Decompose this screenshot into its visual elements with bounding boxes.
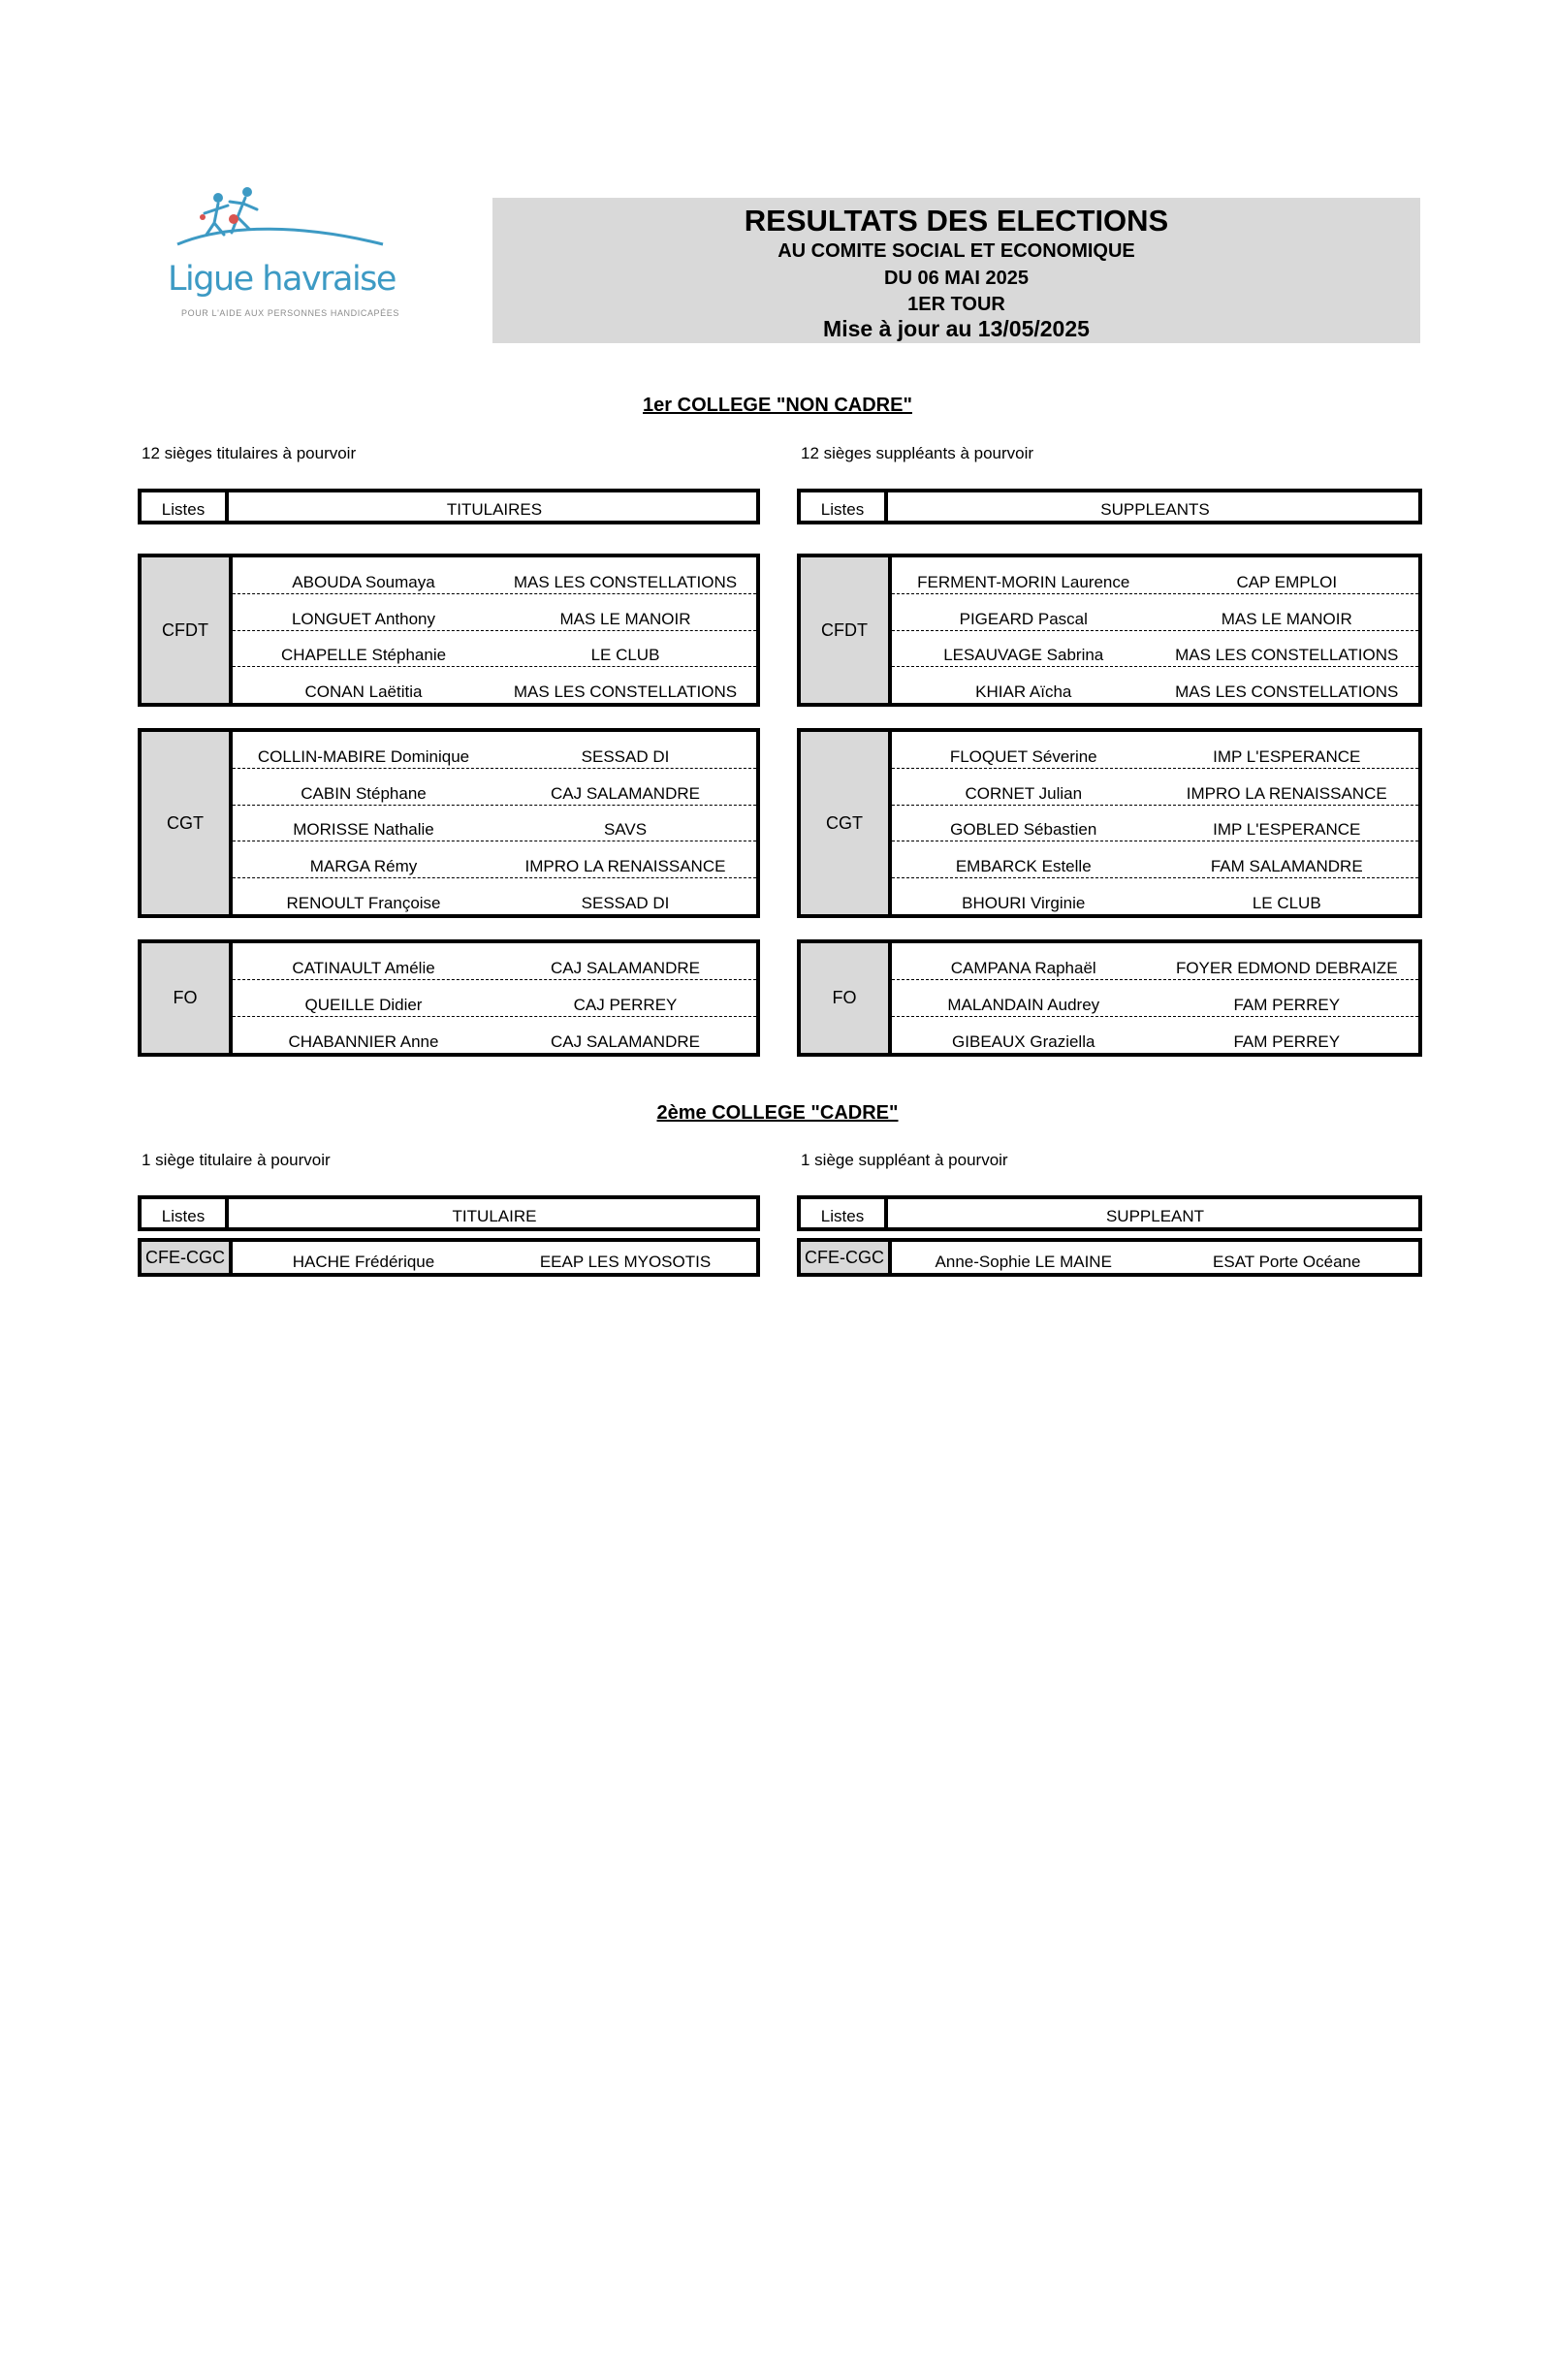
candidate-site: CAJ PERREY bbox=[573, 996, 678, 1014]
union-group-cfe-cgc bbox=[797, 1238, 1422, 1277]
union-label: CFDT bbox=[801, 557, 892, 703]
candidate-site: CAJ SALAMANDRE bbox=[551, 959, 700, 977]
candidate-name: CATINAULT Amélie bbox=[292, 959, 435, 977]
union-label: CFE-CGC bbox=[142, 1242, 233, 1273]
title-box bbox=[492, 198, 1420, 343]
candidate-name: QUEILLE Didier bbox=[304, 996, 423, 1014]
titulaires-header bbox=[138, 489, 760, 524]
union-label: CFDT bbox=[142, 557, 233, 703]
table-row bbox=[892, 1017, 1418, 1053]
candidate-site: CAJ SALAMANDRE bbox=[551, 1032, 700, 1051]
candidate-name: CABIN Stéphane bbox=[301, 783, 427, 803]
ligue-havraise-logo bbox=[160, 184, 412, 325]
header-listes: Listes bbox=[801, 1199, 888, 1227]
header-titulaires: TITULAIRES bbox=[446, 499, 543, 519]
table-row bbox=[233, 594, 756, 631]
candidate-site: LE CLUB bbox=[590, 646, 660, 665]
table-row bbox=[892, 806, 1418, 842]
college-2-title-text: 2ème COLLEGE "CADRE" bbox=[656, 1102, 899, 1124]
header-titulaire: TITULAIRE bbox=[452, 1206, 537, 1225]
candidate-site: SAVS bbox=[603, 820, 648, 840]
college-1-title bbox=[0, 395, 1555, 417]
table-row bbox=[892, 943, 1418, 980]
table-row bbox=[233, 806, 756, 842]
candidate-site: IMPRO LA RENAISSANCE bbox=[524, 857, 726, 876]
candidate-site: MAS LE MANOIR bbox=[1221, 609, 1352, 628]
candidate-name: EMBARCK Estelle bbox=[955, 857, 1092, 876]
table-row bbox=[233, 1242, 756, 1273]
union-label: CGT bbox=[801, 732, 892, 914]
candidate-site: IMPRO LA RENAISSANCE bbox=[1186, 783, 1387, 803]
union-group-fo bbox=[797, 939, 1422, 1057]
candidate-name: CAMPANA Raphaël bbox=[950, 959, 1096, 977]
candidate-name: FLOQUET Séverine bbox=[949, 746, 1097, 766]
table-row bbox=[892, 1242, 1418, 1273]
table-row bbox=[233, 1017, 756, 1053]
table-row bbox=[233, 841, 756, 878]
candidate-site: CAJ SALAMANDRE bbox=[551, 783, 700, 803]
suppleant-header bbox=[797, 1195, 1422, 1231]
union-group-cfe-cgc bbox=[138, 1238, 760, 1277]
header-listes: Listes bbox=[142, 1199, 229, 1227]
header-suppleant: SUPPLEANT bbox=[1105, 1206, 1205, 1225]
union-label: CFE-CGC bbox=[801, 1242, 892, 1273]
seats-suppleant: 1 siège suppléant à pourvoir bbox=[801, 1151, 1008, 1169]
candidate-site: EEAP LES MYOSOTIS bbox=[539, 1253, 712, 1271]
union-group-cgt bbox=[797, 728, 1422, 918]
table-row bbox=[233, 878, 756, 914]
candidate-site: FOYER EDMOND DEBRAIZE bbox=[1175, 959, 1398, 977]
candidate-site: MAS LES CONSTELLATIONS bbox=[1175, 646, 1399, 665]
table-row bbox=[233, 557, 756, 594]
candidate-name: HACHE Frédérique bbox=[292, 1253, 435, 1271]
subtitle-line-3: 1ER TOUR bbox=[907, 294, 1005, 315]
seats-titulaire: 1 siège titulaire à pourvoir bbox=[142, 1151, 331, 1169]
candidate-name: CORNET Julian bbox=[965, 783, 1083, 803]
candidate-name: COLLIN-MABIRE Dominique bbox=[257, 746, 470, 766]
candidate-site: MAS LES CONSTELLATIONS bbox=[1175, 682, 1399, 701]
titulaire-header bbox=[138, 1195, 760, 1231]
header-suppleants: SUPPLEANTS bbox=[1100, 499, 1210, 519]
college-2-title bbox=[0, 1102, 1555, 1125]
candidate-name: MORISSE Nathalie bbox=[293, 820, 434, 840]
subtitle-line-1: AU COMITE SOCIAL ET ECONOMIQUE bbox=[778, 240, 1135, 262]
candidate-name: KHIAR Aïcha bbox=[975, 682, 1072, 701]
candidate-name: ABOUDA Soumaya bbox=[292, 572, 435, 591]
candidate-name: MALANDAIN Audrey bbox=[947, 996, 1100, 1014]
candidate-name: PIGEARD Pascal bbox=[959, 609, 1088, 628]
table-row bbox=[892, 631, 1418, 668]
candidate-name: CHAPELLE Stéphanie bbox=[280, 646, 447, 665]
table-row bbox=[233, 980, 756, 1017]
candidate-site: CAP EMPLOI bbox=[1236, 572, 1338, 591]
table-row bbox=[233, 943, 756, 980]
candidate-site: IMP L'ESPERANCE bbox=[1213, 820, 1361, 840]
candidate-site: FAM SALAMANDRE bbox=[1210, 857, 1363, 876]
union-group-cgt bbox=[138, 728, 760, 918]
college-1-title-text: 1er COLLEGE "NON CADRE" bbox=[643, 395, 912, 416]
union-label: CGT bbox=[142, 732, 233, 914]
union-label: FO bbox=[801, 943, 892, 1053]
candidate-name: Anne-Sophie LE MAINE bbox=[935, 1253, 1112, 1271]
table-row bbox=[233, 667, 756, 703]
candidate-name: FERMENT-MORIN Laurence bbox=[917, 572, 1130, 591]
table-row bbox=[233, 732, 756, 769]
table-row bbox=[892, 980, 1418, 1017]
union-group-fo bbox=[138, 939, 760, 1057]
candidate-site: SESSAD DI bbox=[581, 746, 670, 766]
union-label: FO bbox=[142, 943, 233, 1053]
table-row bbox=[892, 769, 1418, 806]
table-row bbox=[892, 878, 1418, 914]
candidate-site: MAS LE MANOIR bbox=[559, 609, 691, 628]
candidate-name: GOBLED Sébastien bbox=[950, 820, 1097, 840]
seats-suppleants: 12 sièges suppléants à pourvoir bbox=[801, 444, 1034, 462]
logo-name: Ligue havraise bbox=[168, 260, 396, 299]
union-group-cfdt bbox=[138, 554, 760, 707]
candidate-site: FAM PERREY bbox=[1233, 1032, 1341, 1051]
candidate-name: GIBEAUX Graziella bbox=[952, 1032, 1095, 1051]
table-row bbox=[892, 667, 1418, 703]
header-listes: Listes bbox=[142, 492, 229, 521]
table-row bbox=[892, 557, 1418, 594]
candidate-name: RENOULT Françoise bbox=[286, 893, 441, 912]
table-row bbox=[233, 631, 756, 668]
table-row bbox=[892, 732, 1418, 769]
union-group-cfdt bbox=[797, 554, 1422, 707]
subtitle-line-2: DU 06 MAI 2025 bbox=[884, 268, 1029, 289]
update-date: Mise à jour au 13/05/2025 bbox=[823, 316, 1090, 341]
candidate-name: MARGA Rémy bbox=[309, 857, 418, 876]
candidate-site: IMP L'ESPERANCE bbox=[1213, 746, 1361, 766]
candidate-name: CHABANNIER Anne bbox=[288, 1032, 439, 1051]
candidate-site: SESSAD DI bbox=[581, 893, 670, 912]
header-listes: Listes bbox=[801, 492, 888, 521]
candidate-site: MAS LES CONSTELLATIONS bbox=[513, 572, 738, 591]
candidate-name: LONGUET Anthony bbox=[291, 609, 436, 628]
table-row bbox=[892, 594, 1418, 631]
candidate-name: CONAN Laëtitia bbox=[304, 682, 423, 701]
candidate-name: BHOURI Virginie bbox=[962, 893, 1086, 912]
candidate-site: MAS LES CONSTELLATIONS bbox=[513, 682, 738, 701]
seats-titulaires: 12 sièges titulaires à pourvoir bbox=[142, 444, 357, 462]
table-row bbox=[892, 841, 1418, 878]
logo-figures-icon bbox=[160, 184, 412, 262]
suppleants-header bbox=[797, 489, 1422, 524]
logo-tagline: POUR L'AIDE AUX PERSONNES HANDICAPÉES bbox=[181, 308, 399, 318]
page-title: RESULTATS DES ELECTIONS bbox=[744, 204, 1169, 238]
candidate-site: LE CLUB bbox=[1252, 893, 1321, 912]
table-row bbox=[233, 769, 756, 806]
candidate-name: LESAUVAGE Sabrina bbox=[943, 646, 1104, 665]
candidate-site: ESAT Porte Océane bbox=[1213, 1253, 1361, 1271]
candidate-site: FAM PERREY bbox=[1233, 996, 1341, 1014]
